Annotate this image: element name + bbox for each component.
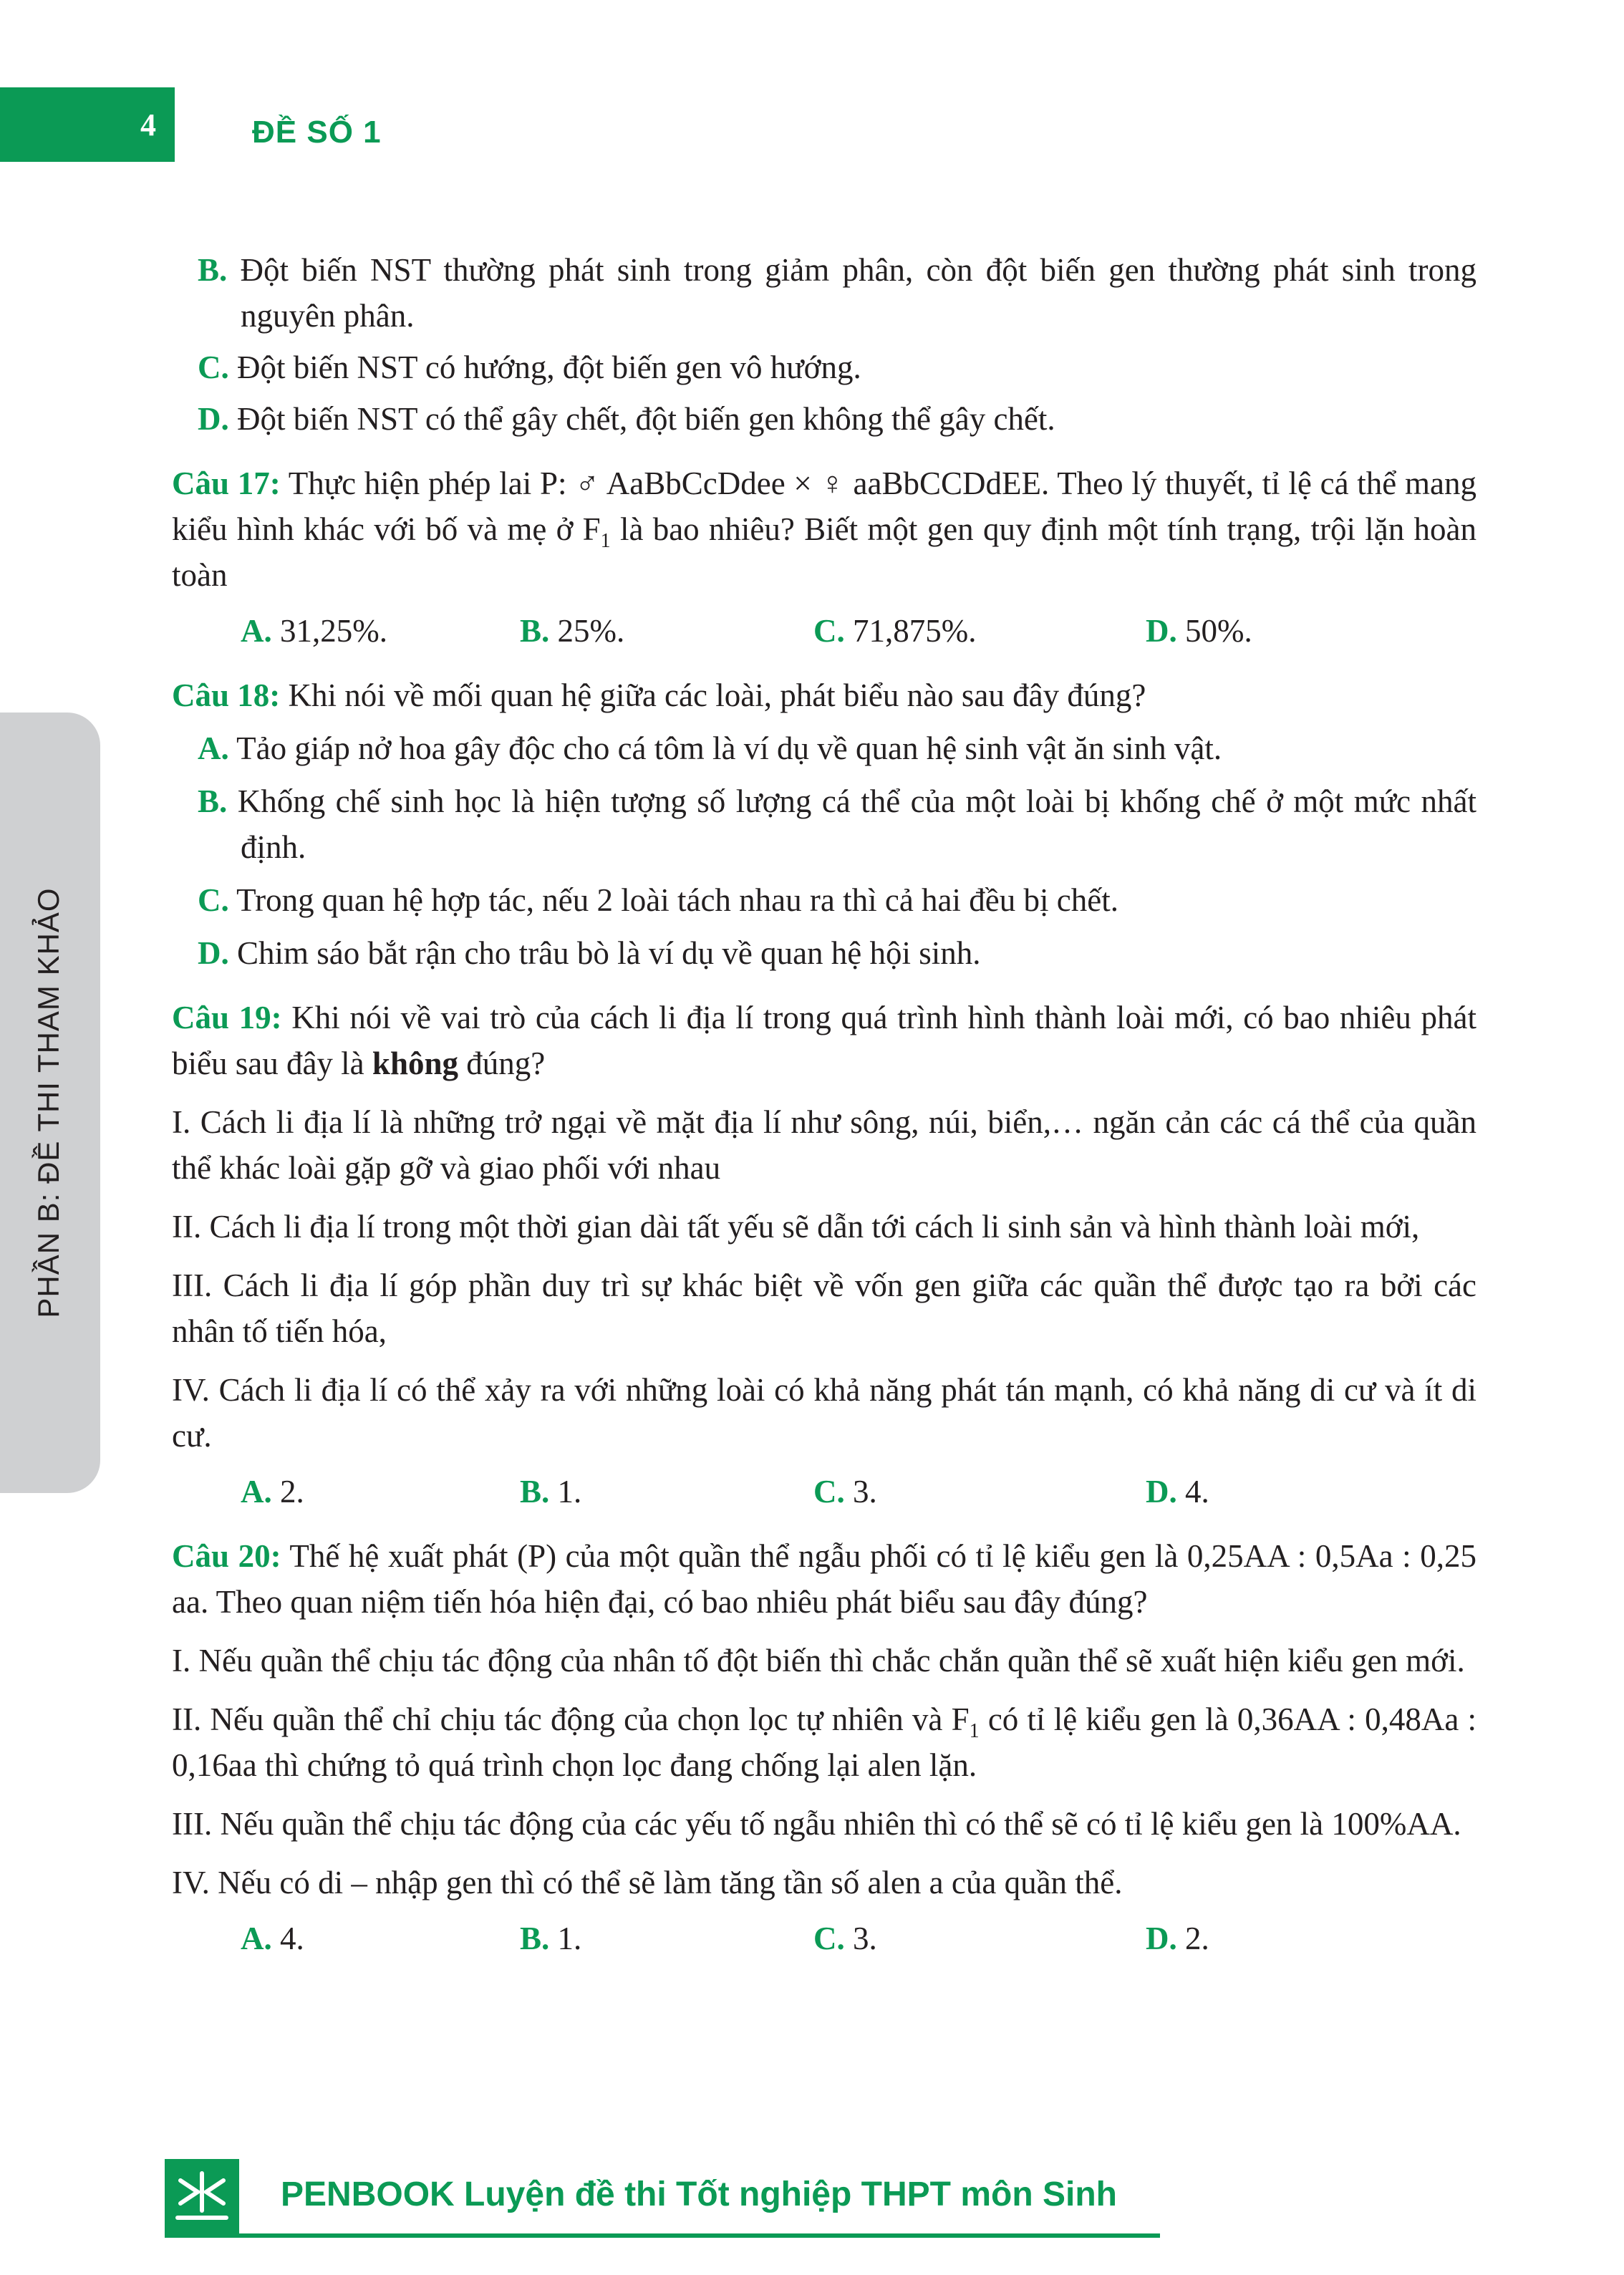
q19-option-d: D. 4. [1146,1474,1209,1510]
q16-option-d: D. Đột biến NST có thể gây chết, đột biến gen không thể gây chết. [198,401,1055,437]
q20-option-b: B. 1. [520,1921,582,1956]
q17-stem: Câu 17: Thực hiện phép lai P: ♂ AaBbCcDdee × ♀ aaBbCCDdEE. Theo lý thuyết, tỉ lệ cá thể mang kiểu hình khác với bố và mẹ ở $F_1$ là bao nhiêu? Biết một gen quy định một tính trạng, trội lặn hoàn toàn [172,465,1477,593]
q16-option-c: C. Đột biến NST có hướng, đột biến gen vô hướng. [198,349,861,385]
q17-option-a: A. 31,25%. [241,613,387,649]
q19-option-b: B. 1. [520,1474,582,1510]
q20-statement-4: IV. Nếu có di – nhập gen thì có thể sẽ làm tăng tần số alen a của quần thể. [172,1865,1123,1900]
q18-stem: Câu 18: Khi nói về mối quan hệ giữa các loài, phát biểu nào sau đây đúng? [172,677,1146,713]
page-number: 4 [140,107,156,143]
side-section-label: PHẦN B: ĐỀ THI THAM KHẢO [32,887,65,1318]
q20-statement-2: II. Nếu quần thể chỉ chịu tác động của chọn lọc tự nhiên và $F_1$ có tỉ lệ kiểu gen là 0,36AA : 0,48Aa : 0,16aa thì chứng tỏ quá trình chọn lọc đang chống lại alen lặn. [172,1701,1476,1783]
q18-option-b: B. Khống chế sinh học là hiện tượng số lượng cá thể của một loài bị khống chế ở một mức nhất định. [198,783,1476,865]
exam-title: ĐỀ SỐ 1 [252,115,382,150]
q20-options [172,1916,1476,1961]
q19-stem: Câu 19: Khi nói về vai trò của cách li địa lí trong quá trình hình thành loài mới, có bao nhiêu phát biểu sau đây là không đúng? [172,1000,1476,1081]
q17-option-d: D. 50%. [1146,613,1252,649]
exam-content [172,247,1476,1961]
q17-option-b: B. 25%. [520,613,625,649]
q20-statement-3: III. Nếu quần thể chịu tác động của các yếu tố ngẫu nhiên thì có thể sẽ có tỉ lệ kiểu gen là 100%AA. [172,1806,1461,1842]
q20-label: Câu 20: [172,1538,281,1574]
q19-label: Câu 19: [172,1000,282,1035]
q19-option-c: C. 3. [813,1474,877,1510]
q18-label: Câu 18: [172,677,281,713]
q19-option-a: A. 2. [241,1474,304,1510]
q20-option-a: A. 4. [241,1921,304,1956]
q19-statement-1: I. Cách li địa lí là những trở ngại về mặt địa lí như sông, núi, biển,… ngăn cản các cá thể của quần thể khác loài gặp gỡ và giao phối với nhau [172,1104,1476,1186]
page-number-tab [0,87,175,162]
q18-option-c: C. Trong quan hệ hợp tác, nếu 2 loài tách nhau ra thì cả hai đều bị chết. [198,882,1118,918]
q19-statement-4: IV. Cách li địa lí có thể xảy ra với những loài có khả năng phát tán mạnh, có khả năng di cư và ít di cư. [172,1372,1476,1454]
q19-options [172,1469,1476,1515]
penbook-logo-icon [165,2159,239,2233]
q20-option-c: C. 3. [813,1921,877,1956]
q18-option-a: A. Tảo giáp nở hoa gây độc cho cá tôm là ví dụ về quan hệ sinh vật ăn sinh vật. [198,730,1222,766]
footer-banner [165,2159,1160,2238]
footer-title: PENBOOK Luyện đề thi Tốt nghiệp THPT môn Sinh [281,2175,1117,2213]
q20-option-d: D. 2. [1146,1921,1209,1956]
q17-label: Câu 17: [172,465,281,501]
q20-statement-1: I. Nếu quần thể chịu tác động của nhân tố đột biến thì chắc chắn quần thể sẽ xuất hiện kiểu gen mới. [172,1643,1465,1679]
q16-option-b: B. Đột biến NST thường phát sinh trong giảm phân, còn đột biến gen thường phát sinh trong nguyên phân. [198,252,1476,334]
q20-stem: Câu 20: Thế hệ xuất phát (P) của một quần thể ngẫu phối có tỉ lệ kiểu gen là 0,25AA : 0,5Aa : 0,25 aa. Theo quan niệm tiến hóa hiện đại, có bao nhiêu phát biểu sau đây đúng? [172,1538,1476,1620]
q18-option-d: D. Chim sáo bắt rận cho trâu bò là ví dụ về quan hệ hội sinh. [198,935,981,971]
q19-statement-3: III. Cách li địa lí góp phần duy trì sự khác biệt về vốn gen giữa các quần thể được tạo ra bởi các nhân tố tiến hóa, [172,1267,1476,1349]
q19-statement-2: II. Cách li địa lí trong một thời gian dài tất yếu sẽ dẫn tới cách li sinh sản và hình thành loài mới, [172,1209,1420,1245]
q17-options [172,608,1476,654]
q17-option-c: C. 71,875%. [813,613,977,649]
